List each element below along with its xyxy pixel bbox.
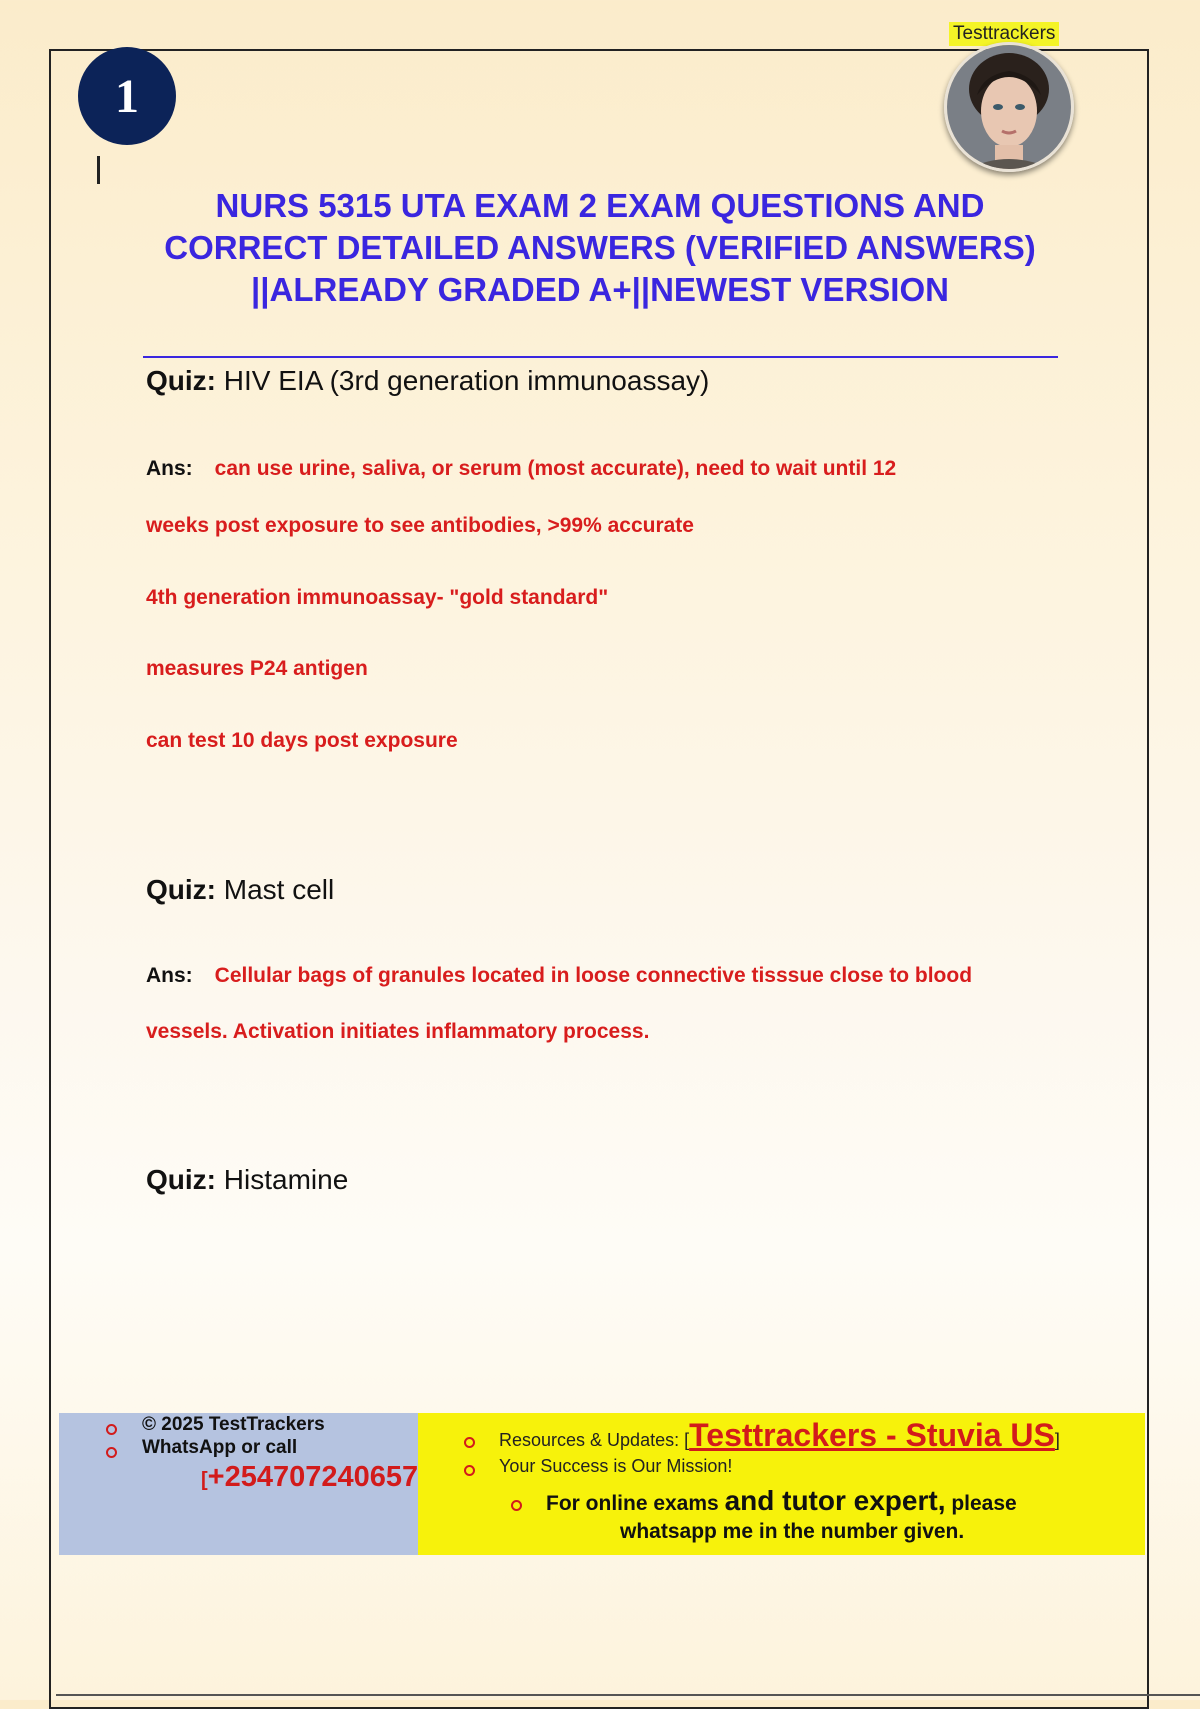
bullet-icon [511,1500,522,1511]
phone-number[interactable]: [+254707240657 [201,1461,419,1493]
answer-line: weeks post exposure to see antibodies, >99% accurate [146,514,694,537]
quiz-text: Mast cell [223,874,335,905]
bullet-icon [464,1437,475,1448]
brand-tag: Testtrackers [949,22,1059,46]
ans-label: Ans: [146,964,193,987]
quiz-label: Quiz: [146,1164,216,1195]
answer-line: measures P24 antigen [146,657,368,680]
copyright-text: © 2025 TestTrackers [142,1414,325,1435]
answer-line: Ans: can use urine, saliva, or serum (most accurate), need to wait until 12 [146,457,897,480]
page-number-badge: 1 [78,47,176,145]
ans-label: Ans: [146,457,193,480]
footer-info-panel [418,1413,1145,1555]
bullet-icon [464,1465,475,1476]
quiz-label: Quiz: [146,874,216,905]
cta-line: For online exams and tutor expert, please [546,1485,1017,1516]
bottom-rule [56,1694,1200,1696]
answer-line: 4th generation immunoassay- "gold standard" [146,586,609,609]
whatsapp-label: WhatsApp or call [142,1437,298,1458]
quiz-label: Quiz: [146,365,216,396]
document-title: NURS 5315 UTA EXAM 2 EXAM QUESTIONS AND CORRECT DETAILED ANSWERS (VERIFIED ANSWERS) ||ALREADY GRADED A+||NEWEST VERSION [164,187,1036,308]
quiz-text: HIV EIA (3rd generation immunoassay) [223,365,710,396]
cta-line-2: whatsapp me in the number given. [620,1520,965,1543]
footer-contact-panel [59,1413,418,1555]
mission-text: Your Success is Our Mission! [499,1456,733,1476]
text-cursor [97,156,100,184]
stuvia-link[interactable]: Testtrackers - Stuvia US [689,1417,1055,1453]
quiz-question-1 [146,365,709,397]
resources-line: Resources & Updates: [Testtrackers - Stuvia US] [499,1417,1060,1453]
portrait-image [947,45,1071,169]
bullet-icon [106,1424,117,1435]
bullet-icon [106,1447,117,1458]
quiz-text: Histamine [223,1164,349,1195]
quiz-question-3 [146,1164,348,1196]
answer-line: Ans: Cellular bags of granules located in loose connective tisssue close to blood [146,964,973,987]
answer-line: can test 10 days post exposure [146,729,458,752]
quiz-question-2 [146,874,334,906]
answer-line: vessels. Activation initiates inflammatory process. [146,1020,650,1043]
title-underline [143,356,1058,358]
author-avatar [944,42,1074,172]
